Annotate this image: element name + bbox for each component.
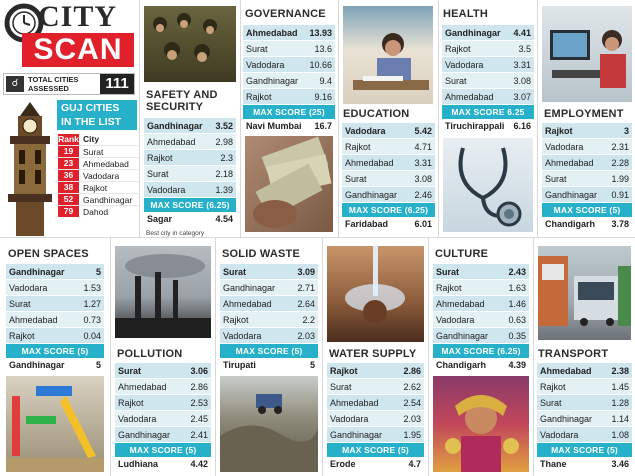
governance-table <box>243 25 335 133</box>
city-score: 1.28 <box>611 397 629 408</box>
best-city-score: 3.78 <box>611 219 629 229</box>
max-score-bar: MAX SCORE (25) <box>243 105 335 119</box>
table-row <box>243 89 335 105</box>
best-city-name: Ludhiana <box>118 459 158 469</box>
best-city-row <box>537 457 632 471</box>
best-city-row <box>220 358 318 372</box>
city-score: 3.52 <box>215 120 233 131</box>
city-score: 4.41 <box>513 27 531 38</box>
water-photo <box>327 246 424 342</box>
best-city-score: 4.7 <box>408 459 421 469</box>
table-row <box>144 118 236 134</box>
city-name: Rajkot <box>436 282 462 293</box>
panel-open-spaces <box>0 238 110 476</box>
city-score: 2.31 <box>611 141 629 152</box>
max-score-bar: MAX SCORE (5) <box>220 344 318 358</box>
guj-rank-table <box>58 133 138 217</box>
best-city-score: 3.46 <box>611 459 629 469</box>
rank-value: 23 <box>58 158 79 169</box>
table-row <box>144 134 236 150</box>
best-city-score: 5 <box>309 360 315 370</box>
city-name: Surat <box>147 168 169 179</box>
rank-city: Surat <box>83 146 104 157</box>
city-score: 13.6 <box>314 43 332 54</box>
table-row <box>537 379 632 395</box>
culture-photo <box>433 376 529 472</box>
city-name: Ahmedabad <box>118 381 167 392</box>
panel-pollution <box>111 238 215 476</box>
city-name: Vadodara <box>545 141 584 152</box>
city-name: Rajkot <box>118 397 144 408</box>
city-score: 2.62 <box>403 381 421 392</box>
city-name: Surat <box>345 173 367 184</box>
best-city-name: Navi Mumbai <box>246 121 302 131</box>
city-name: Vadodara <box>147 184 186 195</box>
best-city-note: Best city in category <box>146 230 205 237</box>
panel-water-supply <box>323 238 428 476</box>
city-score: 2.03 <box>297 330 315 341</box>
city-score: 3.08 <box>414 173 432 184</box>
city-name: Rajkot <box>330 365 358 376</box>
city-name: Surat <box>223 266 247 277</box>
city-score: 3.09 <box>297 266 315 277</box>
city-score: 2.54 <box>403 397 421 408</box>
total-cities-value: 111 <box>100 74 134 94</box>
city-score: 3.5 <box>518 43 531 54</box>
city-name: Rajkot <box>223 314 249 325</box>
smokestack-photo <box>115 246 211 338</box>
table-row <box>442 89 534 105</box>
best-city-name: Erode <box>330 459 356 469</box>
table-row <box>542 139 632 155</box>
city-name: Gandhinagar <box>545 189 598 200</box>
best-city-name: Tirupati <box>223 360 256 370</box>
city-name: Ahmedabad <box>147 136 196 147</box>
currency-notes-photo <box>245 136 333 232</box>
table-row <box>342 139 435 155</box>
playground-photo <box>6 376 104 472</box>
city-name: Vadodara <box>436 314 475 325</box>
rank-city: Ahmedabad <box>83 158 129 169</box>
rank-city: Gandhinagar <box>83 194 133 205</box>
city-score: 3.31 <box>414 157 432 168</box>
safety-photo <box>144 6 236 82</box>
city-score: 0.73 <box>83 314 101 325</box>
water-supply-table <box>327 363 424 471</box>
city-score: 10.66 <box>309 59 332 70</box>
pollution-title: POLLUTION <box>117 348 183 360</box>
table-row <box>327 427 424 443</box>
city-name: Gandhinagar <box>223 282 276 293</box>
city-score: 2.2 <box>302 314 315 325</box>
best-city-row <box>115 457 211 471</box>
stethoscope-photo <box>443 138 533 232</box>
table-row <box>243 57 335 73</box>
table-row <box>220 280 318 296</box>
city-score: 9.4 <box>319 75 332 86</box>
safety-title: SAFETY AND SECURITY <box>146 89 218 113</box>
best-city-score: 6.16 <box>513 121 531 131</box>
rank-value: 38 <box>58 182 79 193</box>
city-name: Rajkot <box>540 381 566 392</box>
table-row <box>342 155 435 171</box>
city-score: 1.39 <box>215 184 233 195</box>
table-row <box>442 25 534 41</box>
max-score-bar: MAX SCORE (5) <box>542 203 632 217</box>
city-score: 2.3 <box>220 152 233 163</box>
water-supply-title: WATER SUPPLY <box>329 348 417 360</box>
table-row <box>327 363 424 379</box>
employment-title: EMPLOYMENT <box>544 108 624 120</box>
table-row <box>537 427 632 443</box>
table-row <box>243 73 335 89</box>
city-score: 2.43 <box>508 266 526 277</box>
panel-solid-waste <box>216 238 322 476</box>
panel-health <box>439 0 537 237</box>
panel-governance <box>241 0 338 237</box>
city-name: Vadodara <box>345 125 386 136</box>
city-score: 2.28 <box>611 157 629 168</box>
table-row <box>115 395 211 411</box>
solid-waste-table <box>220 264 318 372</box>
city-name: Surat <box>445 75 467 86</box>
city-score: 0.04 <box>83 330 101 341</box>
employment-table <box>542 123 632 231</box>
city-name: Surat <box>246 43 268 54</box>
table-row <box>220 312 318 328</box>
table-row <box>542 155 632 171</box>
transport-table <box>537 363 632 471</box>
open-spaces-table <box>6 264 104 372</box>
city-name: Rajkot <box>147 152 173 163</box>
city-name: Ahmedabad <box>223 298 272 309</box>
best-city-score: 5 <box>95 360 101 370</box>
panel-employment <box>538 0 635 237</box>
city-name: Ahmedabad <box>445 91 494 102</box>
table-row <box>243 25 335 41</box>
city-score: 1.14 <box>611 413 629 424</box>
table-row <box>327 379 424 395</box>
best-city-row <box>6 358 104 372</box>
city-name: Ahmedabad <box>345 157 394 168</box>
table-row <box>433 312 529 328</box>
city-score: 2.53 <box>190 397 208 408</box>
city-score: 2.41 <box>190 429 208 440</box>
table-row <box>342 171 435 187</box>
city-name: Vadodara <box>246 59 285 70</box>
table-row <box>537 411 632 427</box>
best-city-row <box>542 217 632 231</box>
city-score: 2.86 <box>190 381 208 392</box>
city-score: 3 <box>623 125 629 136</box>
guj-rank-row <box>58 157 138 169</box>
city-name: Surat <box>118 365 142 376</box>
city-name: Gandhinagar <box>436 330 489 341</box>
table-row <box>115 411 211 427</box>
rank-header: Rank <box>58 133 79 144</box>
city-name: Ahmedabad <box>436 298 485 309</box>
city-score: 1.46 <box>508 298 526 309</box>
panel-education <box>339 0 438 237</box>
city-name: Surat <box>436 266 460 277</box>
city-score: 1.45 <box>611 381 629 392</box>
guj-rank-row <box>58 193 138 205</box>
best-city-row <box>243 119 335 133</box>
city-name: Rajkot <box>345 141 371 152</box>
city-name: Surat <box>330 381 352 392</box>
best-city-name: Sagar <box>147 214 173 224</box>
table-row <box>433 328 529 344</box>
table-row <box>342 123 435 139</box>
table-row <box>220 328 318 344</box>
best-city-name: Chandigarh <box>436 360 487 370</box>
best-city-row <box>433 358 529 372</box>
best-city-name: Gandhinagar <box>9 360 65 370</box>
panel-culture <box>429 238 533 476</box>
health-table <box>442 25 534 133</box>
city-name: Ahmedabad <box>9 314 58 325</box>
city-score: 9.16 <box>314 91 332 102</box>
city-score: 1.08 <box>611 429 629 440</box>
city-score: 0.63 <box>508 314 526 325</box>
max-score-bar: MAX SCORE (5) <box>115 443 211 457</box>
table-row <box>327 395 424 411</box>
max-score-bar: MAX SCORE (5) <box>327 443 424 457</box>
culture-table <box>433 264 529 372</box>
city-name: Gandhinagar <box>246 75 299 86</box>
table-row <box>6 312 104 328</box>
table-row <box>342 187 435 203</box>
table-row <box>442 73 534 89</box>
table-row <box>327 411 424 427</box>
city-score: 5 <box>95 266 101 277</box>
table-row <box>433 280 529 296</box>
city-name: Surat <box>9 298 31 309</box>
city-name: Ahmedabad <box>246 27 298 38</box>
best-city-score: 4.39 <box>508 360 526 370</box>
rank-value: 36 <box>58 170 79 181</box>
guj-cities-heading: GUJ CITIES IN THE LIST <box>57 100 137 130</box>
city-score: 3.31 <box>513 59 531 70</box>
best-city-row <box>442 119 534 133</box>
max-score-bar: MAX SCORE (6.25) <box>342 203 435 217</box>
guj-rank-row <box>58 181 138 193</box>
table-row <box>442 57 534 73</box>
table-row <box>220 296 318 312</box>
rank-city: Dahod <box>83 206 109 217</box>
education-table <box>342 123 435 231</box>
clock-tower-illustration <box>2 100 58 236</box>
table-row <box>115 363 211 379</box>
employment-photo <box>542 6 632 102</box>
search-icon: ☌ <box>6 76 24 92</box>
table-row <box>6 296 104 312</box>
city-score: 1.63 <box>508 282 526 293</box>
city-header: City <box>83 134 100 144</box>
city-name: Gandhinagar <box>345 189 398 200</box>
city-score: 2.38 <box>611 365 629 376</box>
city-score: 3.07 <box>513 91 531 102</box>
table-row <box>542 123 632 139</box>
masthead-word-city: CITY <box>38 0 118 33</box>
city-score: 2.03 <box>403 413 421 424</box>
city-score: 1.95 <box>403 429 421 440</box>
open-spaces-title: OPEN SPACES <box>8 248 89 260</box>
city-score: 1.53 <box>83 282 101 293</box>
city-name: Gandhinagar <box>118 429 171 440</box>
city-name: Gandhinagar <box>147 120 203 131</box>
city-score: 3.06 <box>190 365 208 376</box>
city-name: Vadodara <box>330 413 369 424</box>
table-row <box>243 41 335 57</box>
table-row <box>6 328 104 344</box>
table-row <box>144 150 236 166</box>
city-score: 5.42 <box>414 125 432 136</box>
masthead-word-scan: SCAN <box>22 33 134 67</box>
table-row <box>433 264 529 280</box>
best-city-row <box>144 212 236 226</box>
city-score: 4.71 <box>414 141 432 152</box>
culture-title: CULTURE <box>435 248 489 260</box>
rank-value: 19 <box>58 146 79 157</box>
city-score: 1.27 <box>83 298 101 309</box>
best-city-name: Tiruchirappali <box>445 121 505 131</box>
city-score: 13.93 <box>309 27 332 38</box>
table-row <box>442 41 534 57</box>
max-score-bar: MAX SCORE (6.25) <box>144 198 236 212</box>
table-row <box>433 296 529 312</box>
max-score-bar: MAX SCORE 6.25 <box>442 105 534 119</box>
best-city-score: 4.54 <box>215 214 233 224</box>
guj-rank-row <box>58 169 138 181</box>
city-name: Ahmedabad <box>330 397 379 408</box>
education-photo <box>343 6 433 104</box>
city-score: 0.91 <box>611 189 629 200</box>
city-name: Vadodara <box>445 59 484 70</box>
health-title: HEALTH <box>443 8 488 20</box>
landfill-photo <box>220 376 318 472</box>
city-score: 2.64 <box>297 298 315 309</box>
city-score: 1.99 <box>611 173 629 184</box>
city-name: Gandhinagar <box>445 27 501 38</box>
best-city-score: 16.7 <box>314 121 332 131</box>
city-name: Rajkot <box>545 125 573 136</box>
total-cities-label: TOTAL CITIES ASSESSED <box>28 75 79 93</box>
city-name: Vadodara <box>118 413 157 424</box>
table-row <box>537 395 632 411</box>
pollution-table <box>115 363 211 471</box>
table-row <box>6 264 104 280</box>
city-name: Gandhinagar <box>540 413 593 424</box>
governance-title: GOVERNANCE <box>245 8 326 20</box>
best-city-name: Faridabad <box>345 219 389 229</box>
table-row <box>542 187 632 203</box>
max-score-bar: MAX SCORE (6.25) <box>433 344 529 358</box>
city-name: Ahmedabad <box>545 157 594 168</box>
city-score: 2.18 <box>215 168 233 179</box>
city-score: 2.71 <box>297 282 315 293</box>
guj-rank-row <box>58 145 138 157</box>
best-city-score: 6.01 <box>414 219 432 229</box>
city-name: Surat <box>540 397 562 408</box>
city-score: 3.08 <box>513 75 531 86</box>
rank-city: Rajkot <box>83 182 108 193</box>
total-cities-box <box>3 73 135 95</box>
rank-value: 79 <box>58 206 79 217</box>
table-row <box>144 182 236 198</box>
city-name: Rajkot <box>246 91 272 102</box>
city-score: 2.46 <box>414 189 432 200</box>
city-name: Rajkot <box>445 43 471 54</box>
transport-title: TRANSPORT <box>538 348 609 360</box>
table-row <box>115 427 211 443</box>
table-row <box>144 166 236 182</box>
table-row <box>220 264 318 280</box>
city-name: Vadodara <box>540 429 579 440</box>
table-row <box>542 171 632 187</box>
solid-waste-title: SOLID WASTE <box>222 248 300 260</box>
best-city-name: Chandigarh <box>545 219 596 229</box>
education-title: EDUCATION <box>343 108 410 120</box>
city-name: Vadodara <box>9 282 48 293</box>
max-score-bar: MAX SCORE (5) <box>6 344 104 358</box>
city-score: 2.98 <box>215 136 233 147</box>
city-score: 0.35 <box>508 330 526 341</box>
guj-rank-row <box>58 205 138 217</box>
city-name: Ahmedabad <box>540 365 592 376</box>
max-score-bar: MAX SCORE (5) <box>537 443 632 457</box>
city-score: 2.86 <box>403 365 421 376</box>
best-city-row <box>342 217 435 231</box>
table-row <box>537 363 632 379</box>
city-name: Vadodara <box>223 330 262 341</box>
panel-transport <box>534 238 635 476</box>
city-scan-masthead <box>0 0 139 237</box>
city-name: Gandhinagar <box>9 266 65 277</box>
panel-safety <box>140 0 240 237</box>
brts-bus-photo <box>538 246 631 340</box>
safety-table <box>144 118 236 226</box>
table-row <box>115 379 211 395</box>
table-row <box>6 280 104 296</box>
best-city-name: Thane <box>540 459 567 469</box>
city-name: Rajkot <box>9 330 35 341</box>
best-city-row <box>327 457 424 471</box>
city-name: Gandhinagar <box>330 429 383 440</box>
city-score: 2.45 <box>190 413 208 424</box>
best-city-score: 4.42 <box>190 459 208 469</box>
rank-value: 52 <box>58 194 79 205</box>
city-name: Surat <box>545 173 567 184</box>
rank-city: Vadodara <box>83 170 120 181</box>
